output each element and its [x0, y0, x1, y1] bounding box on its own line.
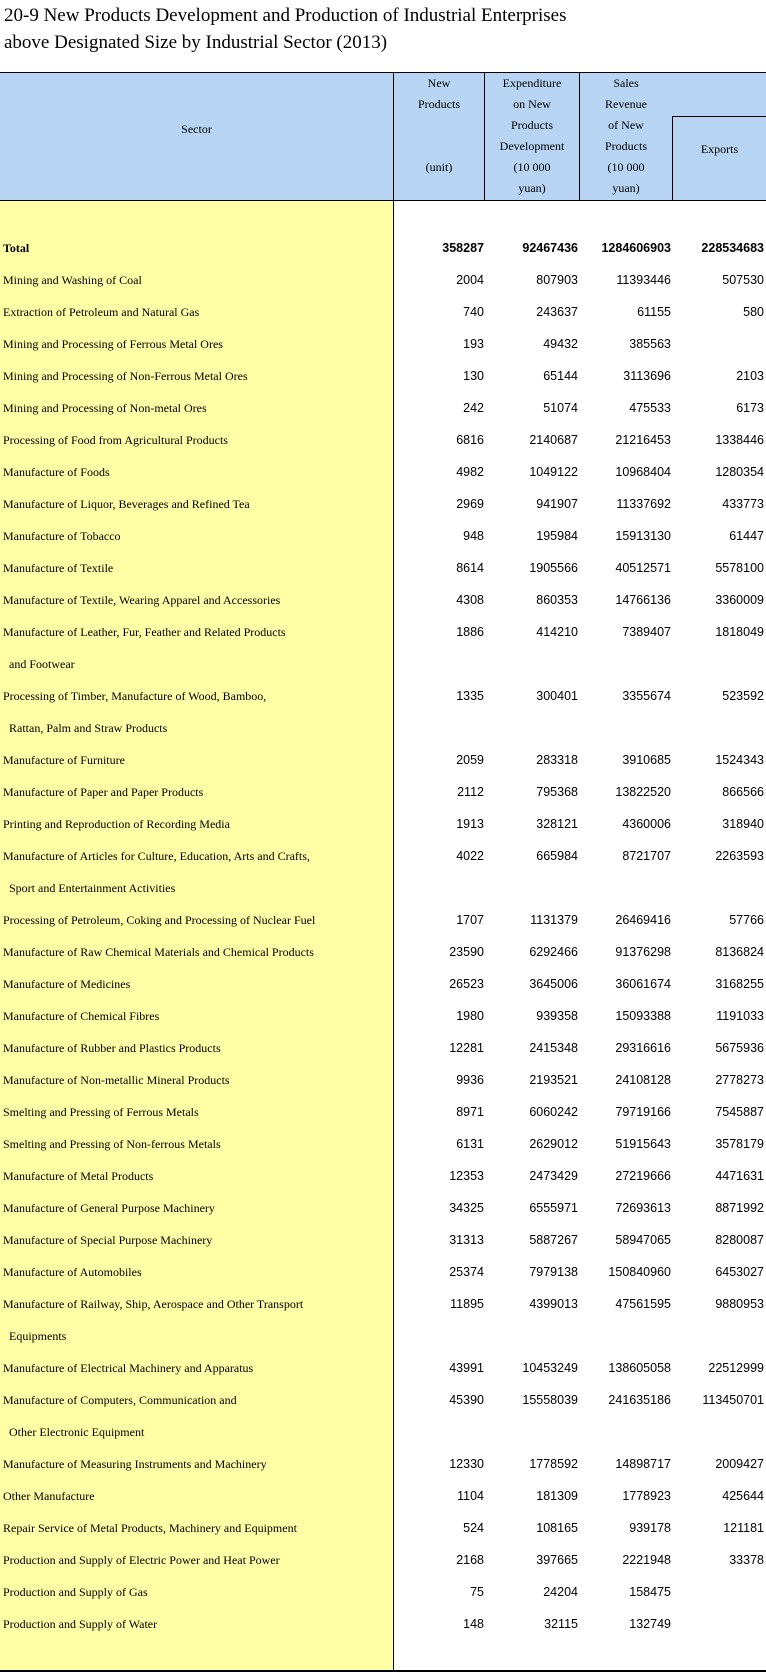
new-products-value: 2004 — [456, 273, 484, 287]
table-row-continuation — [0, 873, 766, 905]
expenditure-value: 941907 — [536, 497, 578, 511]
header-new-products-unit: (unit) — [425, 160, 453, 174]
sector-name: Smelting and Pressing of Ferrous Metals — [3, 1105, 199, 1119]
expenditure-value: 3645006 — [529, 977, 578, 991]
title-line-1: 20-9 New Products Development and Production of Industrial Enterprises — [4, 5, 567, 26]
new-products-value: 4022 — [456, 849, 484, 863]
sales-revenue-value: 11337692 — [616, 497, 671, 511]
table-row — [0, 553, 766, 585]
sales-revenue-value: 138605058 — [608, 1361, 671, 1375]
table-header — [0, 73, 766, 201]
sector-name: Repair Service of Metal Products, Machinery and Equipment — [3, 1521, 297, 1535]
sector-name: Manufacture of Rubber and Plastics Products — [3, 1041, 221, 1055]
table-row — [0, 1577, 766, 1609]
sector-name: Manufacture of General Purpose Machinery — [3, 1201, 215, 1215]
new-products-value: 1104 — [457, 1489, 484, 1503]
table-row — [0, 1545, 766, 1577]
expenditure-value: 6060242 — [529, 1105, 578, 1119]
header-sector: Sector — [181, 122, 212, 136]
table-row — [0, 1161, 766, 1193]
sales-revenue-value: 3910685 — [622, 753, 671, 767]
table-row — [0, 1385, 766, 1417]
header-sales-line: Sales — [613, 76, 639, 90]
exports-value: 3168255 — [715, 977, 764, 991]
expenditure-value: 1905566 — [529, 561, 578, 575]
table-row — [0, 1257, 766, 1289]
sales-revenue-value: 58947065 — [615, 1233, 671, 1247]
exports-value: 1818049 — [715, 625, 764, 639]
table-row — [0, 233, 766, 265]
new-products-value: 4308 — [456, 593, 484, 607]
sector-name: Printing and Reproduction of Recording Media — [3, 817, 230, 831]
sector-name: Manufacture of Articles for Culture, Education, Arts and Crafts, — [3, 849, 310, 863]
sales-revenue-value: 79719166 — [615, 1105, 671, 1119]
table-row — [0, 969, 766, 1001]
new-products-value: 8614 — [456, 561, 484, 575]
sales-revenue-value: 36061674 — [615, 977, 671, 991]
new-products-value: 6131 — [456, 1137, 484, 1151]
exports-value: 33378 — [729, 1553, 764, 1567]
table-row-continuation — [0, 1321, 766, 1353]
sector-name: Mining and Processing of Non-metal Ores — [3, 401, 207, 415]
exports-value: 4471631 — [715, 1169, 764, 1183]
sector-name: Manufacture of Computers, Communication and — [3, 1393, 237, 1407]
expenditure-value: 4399013 — [529, 1297, 578, 1311]
sector-name: Manufacture of Liquor, Beverages and Refined Tea — [3, 497, 250, 511]
expenditure-value: 51074 — [543, 401, 578, 415]
sector-name: Extraction of Petroleum and Natural Gas — [3, 305, 200, 319]
sector-name: Manufacture of Foods — [3, 465, 110, 479]
new-products-value: 130 — [463, 369, 484, 383]
new-products-value: 12281 — [449, 1041, 484, 1055]
expenditure-value: 665984 — [536, 849, 578, 863]
table-row-continuation — [0, 713, 766, 745]
sector-name-continuation: and Footwear — [9, 657, 75, 671]
header-expenditure-line: Expenditure — [502, 76, 562, 90]
expenditure-value: 2629012 — [529, 1137, 578, 1151]
sector-name: Manufacture of Paper and Paper Products — [3, 785, 204, 799]
table-row — [0, 937, 766, 969]
sector-name: Mining and Processing of Non-Ferrous Metal Ores — [3, 369, 248, 383]
sector-name-continuation: Equipments — [9, 1329, 67, 1343]
expenditure-value: 181309 — [536, 1489, 578, 1503]
exports-value: 580 — [743, 305, 764, 319]
table-row — [0, 1289, 766, 1321]
expenditure-value: 2193521 — [529, 1073, 578, 1087]
sales-revenue-value: 26469416 — [615, 913, 671, 927]
new-products-value: 43991 — [449, 1361, 484, 1375]
expenditure-value: 328121 — [536, 817, 578, 831]
sales-revenue-value: 51915643 — [615, 1137, 671, 1151]
expenditure-value: 939358 — [536, 1009, 578, 1023]
table-row — [0, 841, 766, 873]
new-products-value: 9936 — [456, 1073, 484, 1087]
sales-revenue-value: 91376298 — [615, 945, 671, 959]
exports-value: 228534683 — [701, 241, 764, 255]
expenditure-value: 795368 — [536, 785, 578, 799]
exports-value: 433773 — [722, 497, 764, 511]
expenditure-value: 24204 — [543, 1585, 578, 1599]
table-row-continuation — [0, 649, 766, 681]
new-products-value: 2112 — [457, 785, 484, 799]
new-products-value: 193 — [463, 337, 484, 351]
table-row — [0, 265, 766, 297]
new-products-value: 1913 — [456, 817, 484, 831]
new-products-value: 242 — [463, 401, 484, 415]
sales-revenue-value: 3355674 — [622, 689, 671, 703]
expenditure-value: 6292466 — [529, 945, 578, 959]
table-row — [0, 777, 766, 809]
new-products-value: 2969 — [456, 497, 484, 511]
new-products-value: 31313 — [449, 1233, 484, 1247]
sales-revenue-value: 21216453 — [615, 433, 671, 447]
expenditure-value: 32115 — [544, 1617, 578, 1631]
sector-name: Mining and Washing of Coal — [3, 273, 142, 287]
header-expenditure-line: (10 000 — [513, 160, 551, 174]
exports-value: 57766 — [729, 913, 764, 927]
table-row — [0, 521, 766, 553]
expenditure-value: 2140687 — [529, 433, 578, 447]
new-products-value: 8971 — [456, 1105, 484, 1119]
exports-value: 2103 — [736, 369, 764, 383]
sales-revenue-value: 72693613 — [615, 1201, 671, 1215]
sales-revenue-value: 150840960 — [608, 1265, 671, 1279]
exports-value: 1191033 — [716, 1009, 764, 1023]
sector-name: Manufacture of Leather, Fur, Feather and Related Products — [3, 625, 286, 639]
expenditure-value: 2473429 — [529, 1169, 578, 1183]
exports-value: 8280087 — [715, 1233, 764, 1247]
header-new-products — [394, 73, 484, 178]
table-row — [0, 1609, 766, 1641]
new-products-value: 25374 — [449, 1265, 484, 1279]
sector-name: Manufacture of Automobiles — [3, 1265, 142, 1279]
table-row — [0, 905, 766, 937]
expenditure-value: 1778592 — [529, 1457, 578, 1471]
sector-name: Manufacture of Measuring Instruments and Machinery — [3, 1457, 267, 1471]
sales-revenue-value: 10968404 — [615, 465, 671, 479]
expenditure-value: 65144 — [543, 369, 578, 383]
expenditure-value: 10453249 — [522, 1361, 578, 1375]
exports-value: 9880953 — [715, 1297, 764, 1311]
exports-value: 8136824 — [715, 945, 764, 959]
table-row — [0, 1513, 766, 1545]
table-row — [0, 393, 766, 425]
exports-value: 866566 — [722, 785, 764, 799]
sector-name: Smelting and Pressing of Non-ferrous Metals — [3, 1137, 221, 1151]
table-row — [0, 585, 766, 617]
exports-value: 6173 — [736, 401, 764, 415]
header-divider — [672, 116, 766, 117]
new-products-value: 75 — [470, 1585, 484, 1599]
exports-value: 3578179 — [715, 1137, 764, 1151]
sector-name: Manufacture of Electrical Machinery and Apparatus — [3, 1361, 254, 1375]
new-products-value: 23590 — [449, 945, 484, 959]
expenditure-value: 414210 — [536, 625, 578, 639]
exports-value: 1280354 — [715, 465, 764, 479]
new-products-value: 1980 — [456, 1009, 484, 1023]
new-products-value: 524 — [463, 1521, 484, 1535]
exports-value: 61447 — [729, 529, 764, 543]
sales-revenue-value: 3113696 — [623, 369, 671, 383]
sector-name: Manufacture of Chemical Fibres — [3, 1009, 160, 1023]
table-row — [0, 1033, 766, 1065]
header-divider — [579, 73, 580, 201]
table-row — [0, 681, 766, 713]
table-row — [0, 489, 766, 521]
exports-value: 2009427 — [715, 1457, 764, 1471]
table-title — [4, 2, 567, 56]
sales-revenue-value: 13822520 — [615, 785, 671, 799]
sector-name: Production and Supply of Electric Power and Heat Power — [3, 1553, 280, 1567]
expenditure-value: 2415348 — [529, 1041, 578, 1055]
header-new-products-line — [394, 136, 484, 157]
new-products-value: 6816 — [456, 433, 484, 447]
sales-revenue-value: 939178 — [629, 1521, 671, 1535]
table-row — [0, 297, 766, 329]
new-products-value: 1707 — [456, 913, 484, 927]
new-products-value: 12330 — [449, 1457, 484, 1471]
header-sales-line: Products — [605, 139, 647, 153]
table-row — [0, 809, 766, 841]
exports-value: 5578100 — [715, 561, 764, 575]
sector-name: Processing of Petroleum, Coking and Processing of Nuclear Fuel — [3, 913, 316, 927]
sector-name: Mining and Processing of Ferrous Metal Ores — [3, 337, 223, 351]
sales-revenue-value: 1284606903 — [601, 241, 671, 255]
sector-name: Production and Supply of Water — [3, 1617, 158, 1631]
sales-revenue-value: 1778923 — [622, 1489, 671, 1503]
expenditure-value: 283318 — [536, 753, 578, 767]
sales-revenue-value: 11393446 — [616, 273, 671, 287]
new-products-value: 11895 — [450, 1297, 484, 1311]
expenditure-value: 300401 — [536, 689, 578, 703]
sales-revenue-value: 61155 — [637, 305, 671, 319]
exports-value: 121181 — [723, 1521, 764, 1535]
header-expenditure-line: Products — [511, 118, 553, 132]
sales-revenue-value: 14766136 — [615, 593, 671, 607]
sector-name: Manufacture of Non-metallic Mineral Products — [3, 1073, 230, 1087]
expenditure-value: 397665 — [536, 1553, 578, 1567]
sales-revenue-value: 27219666 — [615, 1169, 671, 1183]
title-line-2: above Designated Size by Industrial Sector (2013) — [4, 32, 388, 53]
table-row — [0, 617, 766, 649]
header-sales-line: Revenue — [605, 97, 647, 111]
table-row — [0, 1097, 766, 1129]
new-products-value: 4982 — [456, 465, 484, 479]
header-new-products-line: Products — [418, 97, 460, 111]
sales-revenue-value: 15913130 — [615, 529, 671, 543]
expenditure-value: 92467436 — [522, 241, 578, 255]
sales-revenue-value: 47561595 — [615, 1297, 671, 1311]
header-sales-line: of New — [608, 118, 644, 132]
sales-revenue-value: 7389407 — [622, 625, 671, 639]
sales-revenue-value: 385563 — [629, 337, 671, 351]
table-row — [0, 1129, 766, 1161]
table-row — [0, 745, 766, 777]
table-row — [0, 1065, 766, 1097]
sales-revenue-value: 2221948 — [622, 1553, 671, 1567]
new-products-value: 948 — [463, 529, 484, 543]
sector-name: Manufacture of Raw Chemical Materials and Chemical Products — [3, 945, 314, 959]
expenditure-value: 1131379 — [530, 913, 578, 927]
sales-revenue-value: 475533 — [629, 401, 671, 415]
exports-value: 6453027 — [715, 1265, 764, 1279]
expenditure-value: 243637 — [536, 305, 578, 319]
sales-revenue-value: 29316616 — [615, 1041, 671, 1055]
sales-revenue-value: 132749 — [629, 1617, 671, 1631]
header-new-products-line — [394, 115, 484, 136]
table-row-continuation — [0, 1417, 766, 1449]
new-products-value: 34325 — [449, 1201, 484, 1215]
header-expenditure-line: on New — [513, 97, 551, 111]
exports-value: 2263593 — [715, 849, 764, 863]
expenditure-value: 6555971 — [529, 1201, 578, 1215]
sales-revenue-value: 24108128 — [615, 1073, 671, 1087]
sector-name: Manufacture of Metal Products — [3, 1169, 154, 1183]
exports-value: 507530 — [722, 273, 764, 287]
sector-name: Total — [3, 241, 30, 255]
expenditure-value: 860353 — [536, 593, 578, 607]
header-sales — [580, 73, 672, 199]
header-sales-line: (10 000 — [607, 160, 645, 174]
header-divider — [672, 116, 673, 201]
sector-name-continuation: Rattan, Palm and Straw Products — [9, 721, 168, 735]
header-new-products-line: New — [427, 76, 451, 90]
sales-revenue-value: 158475 — [629, 1585, 671, 1599]
exports-value: 8871992 — [715, 1201, 764, 1215]
exports-value: 318940 — [722, 817, 764, 831]
table-row — [0, 1225, 766, 1257]
table-row — [0, 425, 766, 457]
new-products-value: 2168 — [456, 1553, 484, 1567]
sector-name: Production and Supply of Gas — [3, 1585, 148, 1599]
new-products-value: 148 — [463, 1617, 484, 1631]
table-row — [0, 1481, 766, 1513]
expenditure-value: 1049122 — [529, 465, 578, 479]
header-exports: Exports — [700, 142, 739, 156]
table-row — [0, 329, 766, 361]
exports-value: 1338446 — [715, 433, 764, 447]
header-expenditure — [485, 73, 579, 199]
expenditure-value: 807903 — [536, 273, 578, 287]
sector-name: Manufacture of Tobacco — [3, 529, 121, 543]
sector-name: Manufacture of Furniture — [3, 753, 125, 767]
expenditure-value: 15558039 — [522, 1393, 578, 1407]
new-products-value: 12353 — [449, 1169, 484, 1183]
table-row — [0, 1193, 766, 1225]
sector-name: Manufacture of Textile — [3, 561, 114, 575]
header-divider — [393, 73, 394, 201]
sector-name: Other Manufacture — [3, 1489, 95, 1503]
expenditure-value: 195984 — [536, 529, 578, 543]
new-products-value: 1335 — [456, 689, 484, 703]
new-products-value: 1886 — [456, 625, 484, 639]
sales-revenue-value: 8721707 — [622, 849, 671, 863]
table-row — [0, 1353, 766, 1385]
new-products-value: 740 — [463, 305, 484, 319]
sector-name-continuation: Sport and Entertainment Activities — [9, 881, 176, 895]
table-row — [0, 1449, 766, 1481]
exports-value: 1524343 — [715, 753, 764, 767]
header-divider — [484, 73, 485, 201]
header-expenditure-line: yuan) — [518, 181, 546, 195]
exports-value: 5675936 — [715, 1041, 764, 1055]
header-expenditure-line: Development — [499, 139, 565, 153]
sector-name: Processing of Timber, Manufacture of Wood, Bamboo, — [3, 689, 267, 703]
exports-value: 2778273 — [715, 1073, 764, 1087]
expenditure-value: 49432 — [543, 337, 578, 351]
sales-revenue-value: 4360006 — [622, 817, 671, 831]
sector-name: Manufacture of Medicines — [3, 977, 131, 991]
expenditure-value: 7979138 — [529, 1265, 578, 1279]
sector-name-continuation: Other Electronic Equipment — [9, 1425, 145, 1439]
expenditure-value: 5887267 — [529, 1233, 578, 1247]
exports-value: 3360009 — [715, 593, 764, 607]
bottom-rule — [0, 1670, 766, 1672]
table-row — [0, 361, 766, 393]
sales-revenue-value: 15093388 — [615, 1009, 671, 1023]
sales-revenue-value: 40512571 — [615, 561, 671, 575]
new-products-value: 358287 — [442, 241, 484, 255]
exports-value: 7545887 — [715, 1105, 764, 1119]
header-sales-line: yuan) — [612, 181, 640, 195]
sector-name: Manufacture of Textile, Wearing Apparel and Accessories — [3, 593, 281, 607]
new-products-value: 2059 — [456, 753, 484, 767]
sector-name: Processing of Food from Agricultural Products — [3, 433, 228, 447]
new-products-value: 45390 — [449, 1393, 484, 1407]
sector-name: Manufacture of Special Purpose Machinery — [3, 1233, 213, 1247]
sales-revenue-value: 241635186 — [608, 1393, 671, 1407]
sales-revenue-value: 14898717 — [615, 1457, 671, 1471]
exports-value: 22512999 — [708, 1361, 764, 1375]
table-row — [0, 457, 766, 489]
new-products-value: 26523 — [449, 977, 484, 991]
exports-value: 425644 — [722, 1489, 764, 1503]
table-row — [0, 1001, 766, 1033]
sector-name: Manufacture of Railway, Ship, Aerospace and Other Transport — [3, 1297, 304, 1311]
exports-value: 523592 — [722, 689, 764, 703]
expenditure-value: 108165 — [536, 1521, 578, 1535]
exports-value: 113450701 — [702, 1393, 764, 1407]
